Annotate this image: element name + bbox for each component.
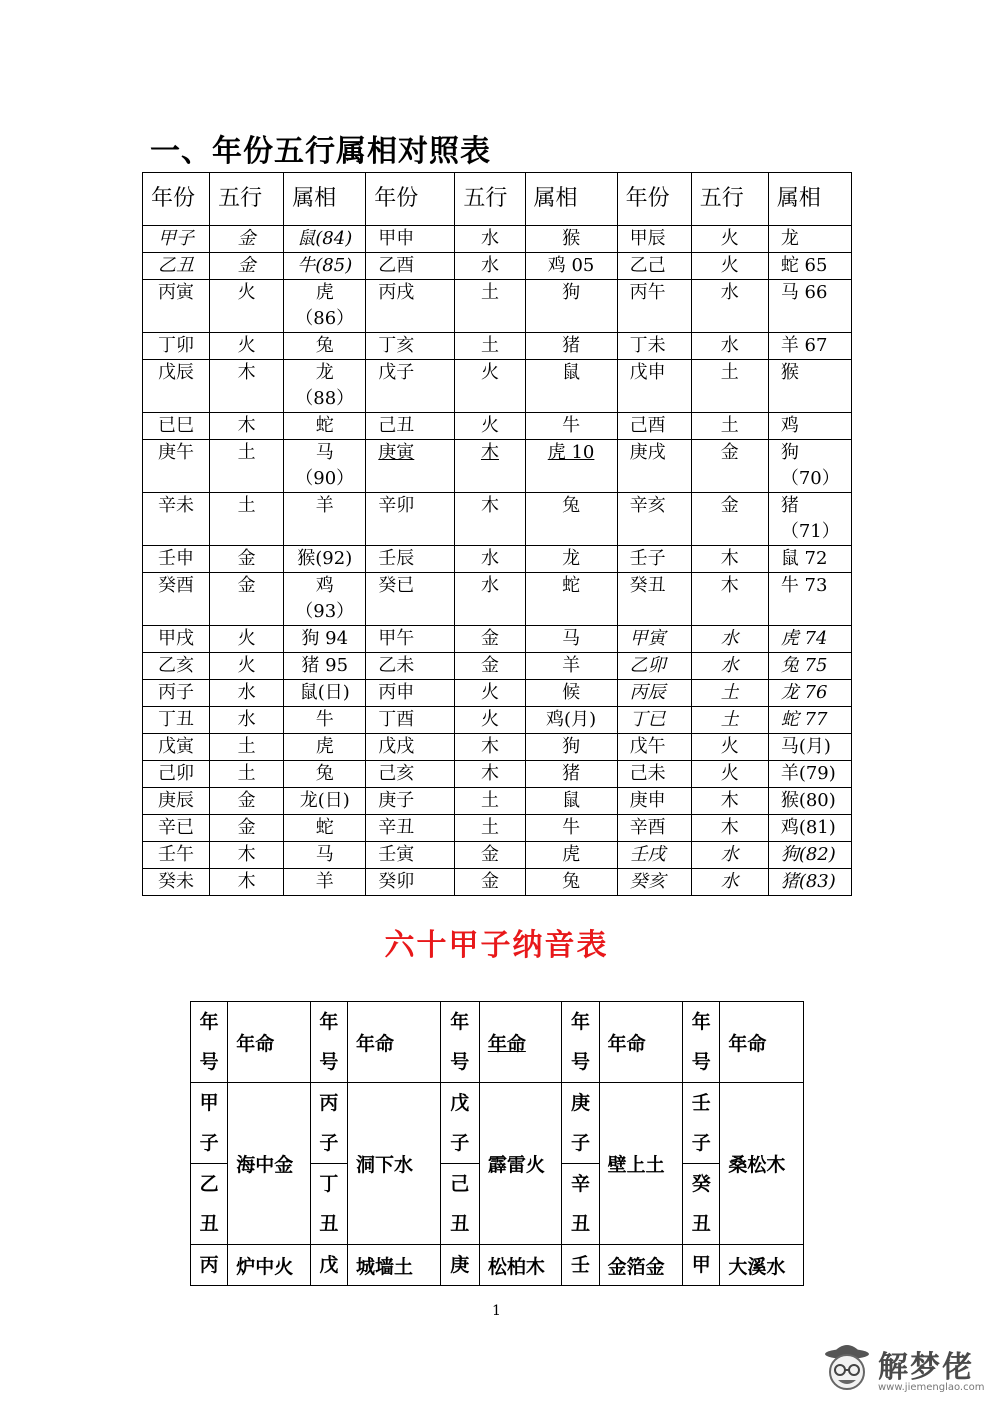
table-cell: 戊子: [366, 360, 455, 413]
table-cell: 土: [210, 734, 284, 761]
table-cell: 辛亥: [617, 493, 691, 546]
year-stem-branch: 戊 子: [440, 1083, 479, 1164]
table-row: [143, 842, 852, 869]
table-row: [143, 546, 852, 573]
table-cell: 土: [455, 815, 525, 842]
nayin-table: [190, 1001, 804, 1286]
table-cell: 鸡(月): [525, 707, 617, 734]
section-title-nayin: 六十甲子纳音表: [384, 928, 609, 963]
table-cell: 水: [210, 707, 284, 734]
header-year-num: 年 号: [191, 1002, 228, 1083]
table-cell: 虎: [525, 842, 617, 869]
table-cell: 鼠: [525, 788, 617, 815]
watermark-url: www.jiemenglao.com: [878, 1382, 985, 1393]
table-cell: 猪 （71）: [768, 493, 851, 546]
table-cell: 木: [210, 869, 284, 896]
table-cell: 水: [455, 253, 525, 280]
table-row: [143, 626, 852, 653]
table-cell: 己卯: [143, 761, 210, 788]
table-cell: 猴: [525, 226, 617, 253]
column-header: 年份: [366, 173, 455, 226]
table-cell: 辛酉: [617, 815, 691, 842]
table-row: [143, 360, 852, 413]
table-cell: 木: [455, 761, 525, 788]
table-cell: 庚辰: [143, 788, 210, 815]
table-cell: 马(月): [768, 734, 851, 761]
table-cell: 羊(79): [768, 761, 851, 788]
year-ming-value: 大溪水: [720, 1245, 804, 1286]
table-row: [143, 280, 852, 333]
table-cell: 丙戌: [366, 280, 455, 333]
table-cell: 金: [455, 653, 525, 680]
table-cell: 丙申: [366, 680, 455, 707]
table-cell: 水: [691, 653, 768, 680]
table-cell: 猴: [768, 360, 851, 413]
year-ming-value: 桑松木: [720, 1083, 804, 1245]
table-cell: 戊申: [617, 360, 691, 413]
watermark-name: 解梦佬: [878, 1350, 974, 1385]
table-cell: 土: [455, 280, 525, 333]
year-stem-branch: 乙 丑: [191, 1164, 228, 1245]
table-cell: 羊: [284, 493, 366, 546]
table-cell: 兔: [284, 761, 366, 788]
table-cell: 蛇: [284, 815, 366, 842]
table-cell: 壬午: [143, 842, 210, 869]
table-cell: 虎: [284, 734, 366, 761]
table-cell: 鼠: [525, 360, 617, 413]
header-year-num: 年 号: [440, 1002, 479, 1083]
year-stem-branch: 丙 子: [310, 1083, 347, 1164]
table-row: [143, 413, 852, 440]
table-cell: 癸卯: [366, 869, 455, 896]
table-cell: 金: [210, 226, 284, 253]
table-cell: 癸丑: [617, 573, 691, 626]
section-title-wuxing: 一、年份五行属相对照表: [150, 134, 491, 169]
column-header: 五行: [455, 173, 525, 226]
nayin-header-row: [191, 1002, 804, 1083]
table-cell: 金: [455, 869, 525, 896]
table-row: [143, 788, 852, 815]
table-cell: 戊辰: [143, 360, 210, 413]
table-cell: 庚午: [143, 440, 210, 493]
table-cell: 牛(85): [284, 253, 366, 280]
table-cell: 丙辰: [617, 680, 691, 707]
table-cell: 己亥: [366, 761, 455, 788]
table-row: [143, 707, 852, 734]
year-stem-branch: 丁 丑: [310, 1164, 347, 1245]
table-cell: 丁亥: [366, 333, 455, 360]
year-stem-branch: 戊: [310, 1245, 347, 1286]
table-cell: 水: [455, 226, 525, 253]
table-cell: 水: [210, 680, 284, 707]
column-header: 五行: [691, 173, 768, 226]
table-cell: 庚申: [617, 788, 691, 815]
table-cell: 木: [691, 573, 768, 626]
table-cell: 庚子: [366, 788, 455, 815]
table-cell: 狗: [525, 280, 617, 333]
table-cell: 水: [691, 626, 768, 653]
table-cell: 猪(83): [768, 869, 851, 896]
table-cell: 鸡 （93）: [284, 573, 366, 626]
table-cell: 鸡(81): [768, 815, 851, 842]
table-cell: 壬戌: [617, 842, 691, 869]
table-cell: 戊寅: [143, 734, 210, 761]
table-row: [143, 333, 852, 360]
table-cell: 猪 95: [284, 653, 366, 680]
table-cell: 龙: [768, 226, 851, 253]
table-cell: 蛇 65: [768, 253, 851, 280]
table-cell: 猴(92): [284, 546, 366, 573]
year-ming-value: 金箔金: [599, 1245, 683, 1286]
year-stem-branch: 丙: [191, 1245, 228, 1286]
table-cell: 猪: [525, 761, 617, 788]
header-year-num: 年 号: [562, 1002, 599, 1083]
table-cell: 乙卯: [617, 653, 691, 680]
table-cell: 水: [691, 842, 768, 869]
table-cell: 羊: [284, 869, 366, 896]
table-cell: 辛未: [143, 493, 210, 546]
table-cell: 庚戌: [617, 440, 691, 493]
table-row: [143, 253, 852, 280]
table-cell: 狗(82): [768, 842, 851, 869]
table-cell: 丙子: [143, 680, 210, 707]
table-cell: 土: [691, 707, 768, 734]
year-stem-branch: 癸 丑: [683, 1164, 720, 1245]
table-cell: 牛 73: [768, 573, 851, 626]
detective-mascot-icon: [820, 1340, 874, 1398]
table-cell: 丙寅: [143, 280, 210, 333]
table-cell: 乙未: [366, 653, 455, 680]
table-cell: 戊戌: [366, 734, 455, 761]
table-cell: 候: [525, 680, 617, 707]
table-cell: 牛: [525, 815, 617, 842]
year-stem-branch: 己 丑: [440, 1164, 479, 1245]
table-cell: 木: [691, 815, 768, 842]
table-cell: 土: [455, 788, 525, 815]
table-cell: 土: [455, 333, 525, 360]
table-row: [143, 493, 852, 546]
table-cell: 火: [455, 413, 525, 440]
table-cell: 火: [691, 761, 768, 788]
table-cell: 土: [691, 413, 768, 440]
table-row: [143, 761, 852, 788]
table-cell: 丙午: [617, 280, 691, 333]
header-year-ming: 年命: [479, 1002, 562, 1083]
column-header: 属相: [525, 173, 617, 226]
table-cell: 木: [691, 788, 768, 815]
table-cell: 壬申: [143, 546, 210, 573]
year-ming-value: 炉中火: [228, 1245, 311, 1286]
nayin-row: [191, 1245, 804, 1286]
watermark-logo: [820, 1340, 985, 1400]
table-cell: 鼠(84): [284, 226, 366, 253]
table-cell: 狗 94: [284, 626, 366, 653]
table-cell: 鼠(日): [284, 680, 366, 707]
column-header: 年份: [143, 173, 210, 226]
header-year-num: 年 号: [310, 1002, 347, 1083]
table-cell: 金: [210, 253, 284, 280]
table-header-row: [143, 173, 852, 226]
table-cell: 己酉: [617, 413, 691, 440]
table-cell: 马: [525, 626, 617, 653]
table-cell: 虎 （86）: [284, 280, 366, 333]
table-cell: 兔: [525, 869, 617, 896]
table-cell: 蛇: [284, 413, 366, 440]
year-ming-value: 海中金: [228, 1083, 311, 1245]
table-cell: 丁卯: [143, 333, 210, 360]
table-cell: 鸡 05: [525, 253, 617, 280]
table-cell: 壬子: [617, 546, 691, 573]
table-cell: 土: [691, 680, 768, 707]
table-cell: 丁丑: [143, 707, 210, 734]
year-stem-branch: 甲 子: [191, 1083, 228, 1164]
table-cell: 火: [691, 226, 768, 253]
table-cell: 己未: [617, 761, 691, 788]
table-cell: 马: [284, 842, 366, 869]
table-cell: 甲辰: [617, 226, 691, 253]
table-cell: 辛丑: [366, 815, 455, 842]
table-cell: 金: [455, 842, 525, 869]
table-cell: 已巳: [143, 413, 210, 440]
year-ming-value: 壁上土: [599, 1083, 683, 1245]
table-cell: 乙丑: [143, 253, 210, 280]
header-year-ming: 年命: [348, 1002, 441, 1083]
table-cell: 金: [691, 440, 768, 493]
table-cell: 蛇 77: [768, 707, 851, 734]
table-cell: 木: [691, 546, 768, 573]
year-ming-value: 松柏木: [479, 1245, 562, 1286]
table-cell: 狗: [525, 734, 617, 761]
table-cell: 甲午: [366, 626, 455, 653]
year-stem-branch: 庚: [440, 1245, 479, 1286]
table-cell: 乙己: [617, 253, 691, 280]
table-cell: 甲寅: [617, 626, 691, 653]
year-ming-value: 城墙土: [348, 1245, 441, 1286]
table-cell: 金: [210, 573, 284, 626]
table-cell: 水: [691, 869, 768, 896]
table-cell: 兔 75: [768, 653, 851, 680]
table-cell: 火: [455, 360, 525, 413]
table-cell: 火: [455, 680, 525, 707]
table-cell: 癸亥: [617, 869, 691, 896]
table-cell: 牛: [525, 413, 617, 440]
year-ming-value: 洞下水: [348, 1083, 441, 1245]
table-row: [143, 573, 852, 626]
table-cell: 庚寅: [366, 440, 455, 493]
table-cell: 土: [210, 493, 284, 546]
table-cell: 龙 （88）: [284, 360, 366, 413]
page-number: 1: [492, 1303, 501, 1319]
table-cell: 戊午: [617, 734, 691, 761]
table-cell: 金: [210, 546, 284, 573]
table-cell: 土: [210, 761, 284, 788]
table-cell: 丁酉: [366, 707, 455, 734]
table-cell: 火: [691, 253, 768, 280]
table-cell: 龙 76: [768, 680, 851, 707]
table-cell: 甲申: [366, 226, 455, 253]
table-cell: 蛇: [525, 573, 617, 626]
table-cell: 火: [210, 280, 284, 333]
table-cell: 木: [210, 413, 284, 440]
table-cell: 土: [691, 360, 768, 413]
table-cell: 癸酉: [143, 573, 210, 626]
table-cell: 乙酉: [366, 253, 455, 280]
table-row: [143, 653, 852, 680]
table-cell: 金: [691, 493, 768, 546]
table-cell: 木: [455, 734, 525, 761]
table-cell: 火: [210, 626, 284, 653]
column-header: 五行: [210, 173, 284, 226]
year-stem-branch: 辛 丑: [562, 1164, 599, 1245]
table-cell: 虎 10: [525, 440, 617, 493]
table-row: [143, 734, 852, 761]
table-cell: 甲子: [143, 226, 210, 253]
year-stem-branch: 庚 子: [562, 1083, 599, 1164]
table-cell: 甲戌: [143, 626, 210, 653]
table-cell: 马 66: [768, 280, 851, 333]
wuxing-zodiac-table: [142, 172, 852, 896]
table-cell: 壬辰: [366, 546, 455, 573]
year-stem-branch: 壬 子: [683, 1083, 720, 1164]
table-cell: 羊: [525, 653, 617, 680]
header-year-ming: 年命: [599, 1002, 683, 1083]
year-ming-value: 霹雷火: [479, 1083, 562, 1245]
table-cell: 鸡: [768, 413, 851, 440]
table-cell: 火: [691, 734, 768, 761]
table-cell: 兔: [525, 493, 617, 546]
table-cell: 兔: [284, 333, 366, 360]
table-row: [143, 869, 852, 896]
header-year-ming: 年命: [228, 1002, 311, 1083]
table-cell: 龙: [525, 546, 617, 573]
header-year-num: 年 号: [683, 1002, 720, 1083]
table-cell: 猴(80): [768, 788, 851, 815]
table-cell: 金: [210, 815, 284, 842]
table-cell: 丁未: [617, 333, 691, 360]
column-header: 属相: [768, 173, 851, 226]
table-cell: 水: [455, 573, 525, 626]
table-cell: 火: [210, 333, 284, 360]
table-cell: 乙亥: [143, 653, 210, 680]
table-cell: 木: [455, 440, 525, 493]
table-cell: 马 （90）: [284, 440, 366, 493]
table-cell: 丁已: [617, 707, 691, 734]
table-row: [143, 440, 852, 493]
table-cell: 水: [455, 546, 525, 573]
header-year-ming: 年命: [720, 1002, 804, 1083]
table-cell: 辛卯: [366, 493, 455, 546]
table-cell: 牛: [284, 707, 366, 734]
table-cell: 火: [210, 653, 284, 680]
table-cell: 羊 67: [768, 333, 851, 360]
table-cell: 土: [210, 440, 284, 493]
table-cell: 狗 （70）: [768, 440, 851, 493]
nayin-row: [191, 1083, 804, 1164]
year-stem-branch: 壬: [562, 1245, 599, 1286]
column-header: 属相: [284, 173, 366, 226]
table-row: [143, 815, 852, 842]
table-cell: 木: [210, 842, 284, 869]
table-cell: 己丑: [366, 413, 455, 440]
table-cell: 龙(日): [284, 788, 366, 815]
table-cell: 癸未: [143, 869, 210, 896]
table-cell: 金: [210, 788, 284, 815]
table-cell: 鼠 72: [768, 546, 851, 573]
table-cell: 火: [455, 707, 525, 734]
column-header: 年份: [617, 173, 691, 226]
table-cell: 壬寅: [366, 842, 455, 869]
table-cell: 金: [455, 626, 525, 653]
table-row: [143, 226, 852, 253]
table-cell: 辛已: [143, 815, 210, 842]
table-cell: 水: [691, 280, 768, 333]
table-row: [143, 680, 852, 707]
table-cell: 癸已: [366, 573, 455, 626]
table-cell: 木: [455, 493, 525, 546]
year-stem-branch: 甲: [683, 1245, 720, 1286]
table-cell: 猪: [525, 333, 617, 360]
table-cell: 水: [691, 333, 768, 360]
table-cell: 虎 74: [768, 626, 851, 653]
table-cell: 木: [210, 360, 284, 413]
